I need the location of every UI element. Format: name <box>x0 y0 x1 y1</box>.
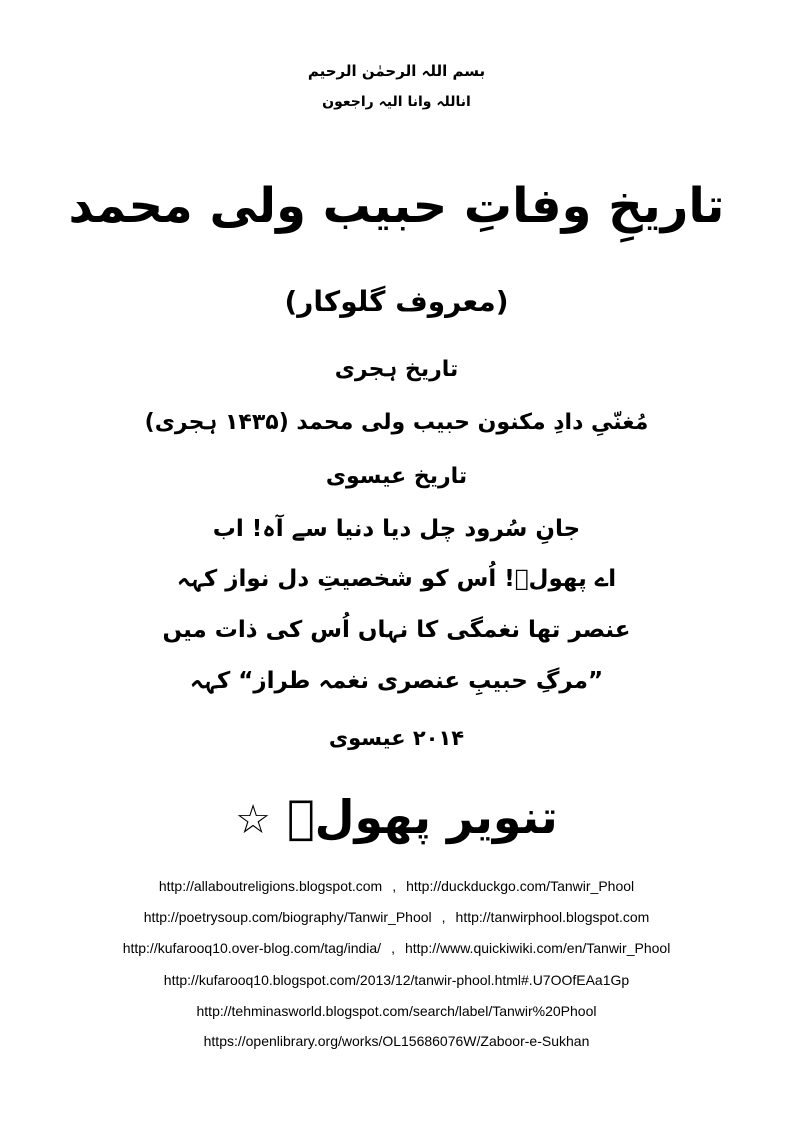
bismillah-line: بسم اللہ الرحمٰن الرحیم <box>307 62 486 80</box>
link-over-blog[interactable]: http://kufarooq10.over-blog.com/tag/india/ <box>122 940 382 956</box>
link-separator: , <box>441 909 446 925</box>
link-quickiwiki[interactable]: http://www.quickiwiki.com/en/Tanwir_Phool <box>404 940 671 956</box>
isvi-heading: تاریخ عیسوی <box>325 464 468 489</box>
link-separator: , <box>392 878 397 894</box>
isvi-year: ۲۰۱۴ عیسوی <box>328 726 465 750</box>
star-icon: ☆ <box>235 797 272 843</box>
links-row-2 <box>0 909 793 925</box>
verse-line-4: ”مرگِ حبیبِ عنصری نغمہ طراز“ کہہ <box>189 668 604 694</box>
links-row-3 <box>0 940 793 956</box>
inna-lillah-line: اناللہ وانا الیہ راجعون <box>322 94 471 110</box>
link-separator: , <box>391 940 395 956</box>
signature <box>0 790 793 844</box>
link-tanwirphool-blog[interactable]: http://tanwirphool.blogspot.com <box>455 909 650 925</box>
link-duckduckgo[interactable]: http://duckduckgo.com/Tanwir_Phool <box>406 878 635 894</box>
page-subtitle: (معروف گلوکار) <box>284 285 509 318</box>
link-allaboutreligions[interactable]: http://allaboutreligions.blogspot.com <box>158 878 383 894</box>
verse-line-3: عنصر تھا نغمگی کا نہاں اُس کی ذات میں <box>162 617 631 643</box>
link-tehminasworld[interactable]: http://tehminasworld.blogspot.com/search/label/Tanwir%20Phool <box>196 1003 597 1019</box>
verse-line-2: اے پھولؔ! اُس کو شخصیتِ دل نواز کہہ <box>176 566 617 592</box>
link-kufarooq-blogspot[interactable]: http://kufarooq10.blogspot.com/2013/12/tanwir-phool.html#.U7OOfEAa1Gp <box>163 972 630 988</box>
page-title: تاریخِ وفاتِ حبیب ولی محمد <box>68 178 725 234</box>
link-openlibrary[interactable]: https://openlibrary.org/works/OL15686076W/Zaboor-e-Sukhan <box>203 1033 590 1049</box>
poet-name: تنویر پھولؔ <box>287 790 558 844</box>
verse-line-1: جانِ سُرود چل دیا دنیا سے آہ! اب <box>212 516 581 542</box>
hijri-chronogram: مُغنّیِ دادِ مکنون حبیب ولی محمد (۱۴۳۵ ہجری) <box>144 410 649 435</box>
links-row-1 <box>0 878 793 894</box>
link-poetrysoup[interactable]: http://poetrysoup.com/biography/Tanwir_Phool <box>143 909 432 925</box>
hijri-heading: تاریخ ہجری <box>334 357 459 382</box>
